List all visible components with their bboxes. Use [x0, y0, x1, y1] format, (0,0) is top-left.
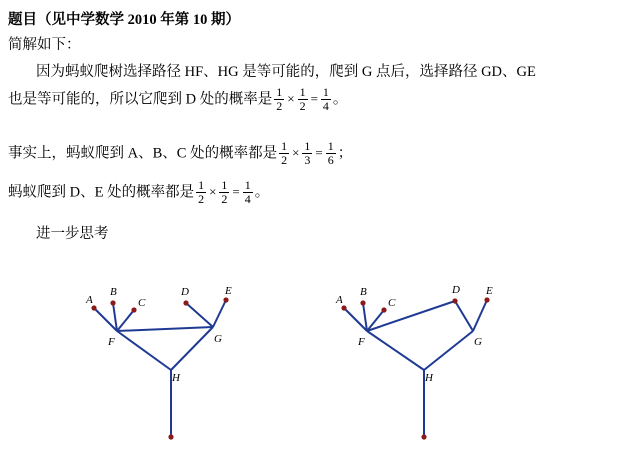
label-E-2: E	[486, 285, 493, 297]
label-C-2: C	[388, 297, 396, 309]
fraction-one-half-c	[279, 140, 289, 166]
fraction-denominator: 2	[198, 191, 205, 206]
node-E-2	[484, 297, 489, 302]
tree-diagrams-svg	[0, 262, 633, 445]
left-tree-diagram	[85, 285, 232, 440]
label-B-2: B	[360, 286, 367, 298]
multiply-operator-b: ×	[292, 145, 300, 161]
node-A-2	[341, 305, 346, 310]
paragraph-1-text-2: 也是等可能的，所以它爬到 D 处的概率是	[8, 91, 273, 108]
right-nodes	[341, 297, 489, 439]
fraction-numerator: 1	[244, 178, 251, 192]
equals-operator-a: =	[310, 91, 318, 107]
right-edges	[344, 300, 487, 437]
multiply-operator-c: ×	[209, 184, 217, 200]
edge-FH	[117, 331, 171, 370]
paragraph-3-end: 。	[254, 184, 270, 201]
label-F: F	[108, 336, 115, 348]
fraction-denominator: 2	[299, 98, 306, 113]
figures-area	[0, 262, 633, 445]
edge-FG	[117, 327, 213, 331]
paragraph-2	[8, 141, 352, 167]
left-edges	[94, 300, 226, 437]
edge-FC	[117, 310, 134, 331]
fraction-one-quarter-b	[243, 179, 253, 205]
edge-GE	[213, 300, 226, 327]
label-G: G	[214, 333, 222, 345]
node-E	[223, 297, 228, 302]
label-H-2: H	[425, 372, 433, 384]
paragraph-1-end: 。	[332, 91, 348, 108]
fraction-numerator: 1	[281, 139, 288, 153]
fraction-numerator: 1	[299, 85, 306, 99]
label-A-2: A	[336, 294, 343, 306]
multiply-operator-a: ×	[287, 91, 295, 107]
fraction-one-sixth	[326, 140, 336, 166]
fraction-numerator: 1	[304, 139, 311, 153]
node-C	[131, 307, 136, 312]
fraction-one-quarter-a	[321, 86, 331, 112]
fraction-denominator: 4	[322, 98, 329, 113]
fraction-denominator: 6	[327, 152, 334, 167]
page-title: 题目（见中学数学 2010 年第 10 期）	[8, 12, 240, 28]
edge-GE-2	[473, 300, 487, 331]
fraction-one-third	[302, 140, 312, 166]
paragraph-4	[8, 222, 109, 243]
fraction-numerator: 1	[198, 178, 205, 192]
paragraph-4-text: 进一步思考	[36, 226, 109, 242]
fraction-denominator: 4	[244, 191, 251, 206]
edge-GH-2	[424, 331, 473, 370]
paragraph-1-text: 因为蚂蚁爬树选择路径 HF、HG 是等可能的，爬到 G 点后，选择路径 GD、GE	[36, 64, 536, 80]
node-root-2	[421, 434, 426, 439]
left-labels	[85, 285, 232, 384]
left-nodes	[91, 297, 228, 439]
paragraph-3	[8, 180, 269, 206]
node-B-2	[360, 300, 365, 305]
fraction-denominator: 2	[281, 152, 288, 167]
paragraph-1-line-1	[8, 60, 536, 81]
node-D-2	[452, 298, 457, 303]
label-G-2: G	[474, 336, 482, 348]
label-D-2: D	[452, 284, 460, 296]
label-D: D	[181, 286, 189, 298]
fraction-denominator: 3	[304, 152, 311, 167]
fraction-numerator: 1	[322, 85, 329, 99]
fraction-numerator: 1	[221, 178, 228, 192]
node-B	[110, 300, 115, 305]
fraction-one-half-d	[196, 179, 206, 205]
node-A	[91, 305, 96, 310]
paragraph-1-line-2	[8, 87, 347, 113]
fraction-one-half-b	[298, 86, 308, 112]
node-root	[168, 434, 173, 439]
edge-GH	[171, 327, 213, 370]
edge-FH-2	[367, 331, 424, 370]
label-C: C	[138, 297, 146, 309]
paragraph-2-end: ；	[337, 145, 353, 162]
label-A: A	[86, 294, 93, 306]
equals-operator-b: =	[315, 145, 323, 161]
edge-DG-2	[455, 301, 473, 331]
node-C-2	[381, 307, 386, 312]
fraction-one-half-e	[219, 179, 229, 205]
node-D	[183, 300, 188, 305]
label-B: B	[110, 286, 117, 298]
fraction-numerator: 1	[327, 139, 334, 153]
edge-GD	[186, 303, 213, 327]
intro-line: 简解如下：	[8, 37, 81, 53]
fraction-one-half-a	[274, 86, 284, 112]
paragraph-3-text: 蚂蚁爬到 D、E 处的概率都是	[8, 184, 195, 201]
fraction-denominator: 2	[276, 98, 283, 113]
label-E: E	[225, 285, 232, 297]
equals-operator-c: =	[232, 184, 240, 200]
label-H: H	[172, 372, 180, 384]
label-F-2: F	[358, 336, 365, 348]
paragraph-2-text: 事实上，蚂蚁爬到 A、B、C 处的概率都是	[8, 145, 278, 162]
fraction-numerator: 1	[276, 85, 283, 99]
right-tree-diagram	[335, 284, 493, 440]
fraction-denominator: 2	[221, 191, 228, 206]
